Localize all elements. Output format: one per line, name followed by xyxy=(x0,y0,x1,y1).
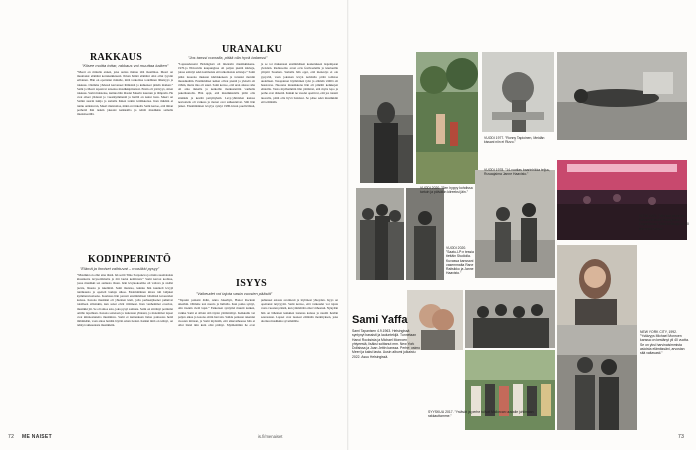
body-column-uranalku: ”Lapsuudessani Helsingissä oli mieletön musiikkiskene. 1970-ja 80-luvulla kaupungissa oli paljon pieniä klubeja, joissa esiintyi sekä kotimaisia että ulkomaisia artisteja.” Sami pääsi nuorena mukaan klubiskeneen ja tutustui moniin muusikoihin. Ensimmäiset keikat olivat pieniä ja yleisöä oli vähän, mutta into oli suuri. Sami kertoo, että uran alussa raha oli aina tiukalla ja keikoille matkustettiin vanhalla pakettiautolla. Hän oppi, että musiikkialalla pitää olla sinnikäs ja kestää pettymyksiä. Levy-yhtiöiden kanssa neuvottelu oli vaikeaa ja monet ovet sulkeutuivat. Silti hän jatkoi. Ensimmäinen levytys syntyi 1980-luvun puolivälissä, ja se toi mukanaan ensimmäisen kosketuksen laajempaan yleisöön. Radiosoitto avasi ovia festivaaleille ja kiertueille ympäri Suomen. Samalla hän oppi, että menestys ei ole pysyvää, vaan jokaisen levyn kohdalla pitää todistaa uudelleen. Tasapainon löytäminen työn ja elämän välillä oli haastavaa. Nuorena muusikkona hän eli pitkälti keikkojen ehdoilla. Vasta myöhemmin hän ymmärsi, että myös lepo ja perhe ovat tärkeitä. Kaikki ne vuodet opettivat, että jos tanssii nuoralla, pitää olla hyvä balanssi. Se pätee sekä musiikkiin että elämään. xyxy=(178,62,338,109)
section-heading-uranalku: URANALKU xyxy=(222,44,283,55)
body-column-isyys: ”Tapasin poikani äidin, Anna Jokerhyn, Hanoi Rocksin aikoihin. Olimme tosi nuoria ja hullulla. Kun poika syntyi, olin itsekin vielä lapsi.” Esikoisen syntymä muutti kaiken, vaikka Sami ei silloin sitä täysin ymmärtänyt. Keikkailu vei paljon aikaa ja kotona oltiin harvoin. Suhde poikaan rakentui vuosien mittaan, ja Sami myöntää, että alkuvaiheessa hän ei ollut läsnä niin kuin olisi pitänyt. Myöhemmin he ovat puhuneet asiasta avoimesti ja löytäneet yhteyden. Isyys on opettanut nöyryyttä. Sami kertoo, että vaikeudet voi tajuta vasta vuosien päästä, kun ymmärtää omat virheensä. Nykyään hän on läheinen kaikkien lastensa kanssa ja nauttii heidän seurastaan. Lapset ovat tuoneet elämään merkityksen, joka ulottuu musiikkia syvemmälle. xyxy=(178,298,338,328)
photo-rock-band-group xyxy=(465,290,555,348)
magazine-name: ME NAISET xyxy=(22,434,52,440)
photo-1980s-portrait xyxy=(360,75,413,183)
page-gutter xyxy=(347,0,349,450)
section-dek-kodinperinto: ”Elämä ja ihmiset vaihtuvat – musiikki pysyy” xyxy=(80,266,160,271)
profile-box xyxy=(352,314,422,359)
photo-woman-portrait xyxy=(557,245,637,325)
caption-2: VUODI 1977. ”Ronny Tapioinen, Meidän kissani niin ei Rizzo.” xyxy=(484,136,545,145)
photo-studio-duo xyxy=(475,170,555,278)
section-heading-kodinperinto: KODINPERINTÖ xyxy=(88,254,172,265)
photo-guitar-bw xyxy=(482,52,554,132)
caption-7: SYYSKUU 2017. ”Ystävät ja perhe tulivat Mallorcan uusialle juhlimaan rakkauttamme.” xyxy=(428,410,534,419)
body-column-kodinperinto: ”Musiikki on ollut aina läsnä. Isä soitti Timo Sarpaneva ja muita suomalaisia klassikoita levysoittimelta ja äiti lauloi keittiössä.” Sami kasvoi kodissa, jossa musiikki soi aamusta iltaan. Isän levykokoelma oli valtava ja sisälsi jazzia, bluesia ja iskelmää. Sami muistaa, kuinka hän kuunteli levyjä tuntikausia ja opetteli lauluja ulkoa. Ensimmäinen kitara tuli lahjaksi kymmenvuotiaana. Koulussa hän perusti ensimmäisen bändinsä kavereiden kanssa. Kotona musiikki oli yhteinen kieli, jolla perheenjäsenet puhuivat toisilleen silloinkin, kun sanat eivät riittäneet. Kun vanhemmat erosivat, musiikki jäi. Se oli ainoa asia, joka pysyi samana. Sami on siirtänyt perinnön omille lapsilleen. Kotona soitetaan ja lauletaan yhdessä, ja molemmat lapset ovat kiinnostuneita musiikista. Sami ei kuitenkaan halua painostaa heitä mihinkään, vaan antaa heidän löytää oman tiensä. Kaikki mitä on tehnyt, on tehnyt rakkaudesta musiikkiin. xyxy=(77,273,173,328)
section-dek-uranalku: ”Jos tanssi nuoralla, pitää olla hyvä balanssi” xyxy=(188,55,268,60)
body-column-rakkaus: ”Meeri on minulle ennen, joka auttaa minua tätä maailmaa. Meeri on muuttanut elämäni kertakaikkisesti. Ilman häntä elämäni olisi ollut tyystin erilainen. Hän on opettanut minulle, mitä tarkoittaa todellinen läheisyys ja rakkaus. Olemme yhdessä kasvaneet ihmisinä ja kulkeneet pitkän matkan.” Sami ja Meeri tapasivat toisensa musiikkipiireissä. Ensin oli ystävyys, sitten rakkaus. Sami muistelee, kuinka hän ihastui Meerin nauruun ja lämpöön. He ovat olleet yhdessä jo vuosikymmeniä ja heillä on kaksi lasta. Meeri on Samin suurin tukija ja samalla hänen tarkin kriitikkonsa. Kun mikään ei tunnu onnistuvan, Meeri muistuttaa, mikä on tärkeää. Sami kertoo, että ilman perhettä hän tuskin jaksaisi keikkailla ja tehdä musiikkia samalla intensiteetillä. xyxy=(77,70,173,117)
section-heading-rakkaus: RAKKAUS xyxy=(90,52,143,63)
caption-4: VUODI 2020. ”Saatu-LP:n tessia tiettäin Studiolla. Kuvassa kanssani vasemmalta Rane Raitsikko ja Janne Haavisto.” xyxy=(446,246,474,276)
caption-1: VUODI 2020. ”Sen hyppy kohdissa tartuin ja päiväkin kiireeksi jäin.” xyxy=(420,186,473,195)
section-dek-isyys: ”Vaikeudet voi tajuta vasta vuosien päästä” xyxy=(196,291,273,296)
caption-5: KESÄ 2020. ”Michael Monroen kanssa keikalla Malagossa, Espanjassa. Näitä keikkoja on 30 kerranen takaa.” xyxy=(639,214,689,231)
caption-3: VUODI 1978. ”14-vuotias baarinhikka teljuu, Ruvaajaima Janne Haavisto.” xyxy=(484,168,551,177)
photo-three-musicians xyxy=(356,188,404,280)
section-heading-isyys: ISYYS xyxy=(236,278,267,289)
page-number-left: 72 xyxy=(8,434,15,440)
caption-6: NEW YORK CITY, 1992. ”Ystävyys Michael Monroen kanssa on kestänyt yli 40 vuotta. Se on yksi harvinaisimmista asioista elämässäni, arvostan sitä valtavasti.” xyxy=(640,330,690,356)
magazine-url: is.fi/menaiset xyxy=(258,434,283,439)
profile-bio: Sami Tapanisen 4.9.1963. Helsingissä syntynyt bassisti ja lauluntekijä. Tunnetaan Hanoi Rocksista ja Michael Monroen yhtyeestä, lisäksi soittanut mm. New York Dollsissa ja Joan Jettin kanssa. Perhe: vaimo Meeri ja kaksi lasta. Uusin albumi julkaistu 2022. Asuu Helsingissä. xyxy=(352,329,421,359)
page-number-right: 73 xyxy=(678,434,685,440)
profile-name: Sami Yaffa xyxy=(352,314,408,326)
photo-garden-with-children xyxy=(416,52,478,184)
photo-new-york-duo xyxy=(557,325,637,430)
photo-recording-session xyxy=(406,188,444,280)
section-dek-rakkaus: ”Kiisee muitta tottar, rakkaus voi muuttaa kaiken” xyxy=(82,63,169,68)
photo-lying-on-floor-bw xyxy=(557,52,687,140)
